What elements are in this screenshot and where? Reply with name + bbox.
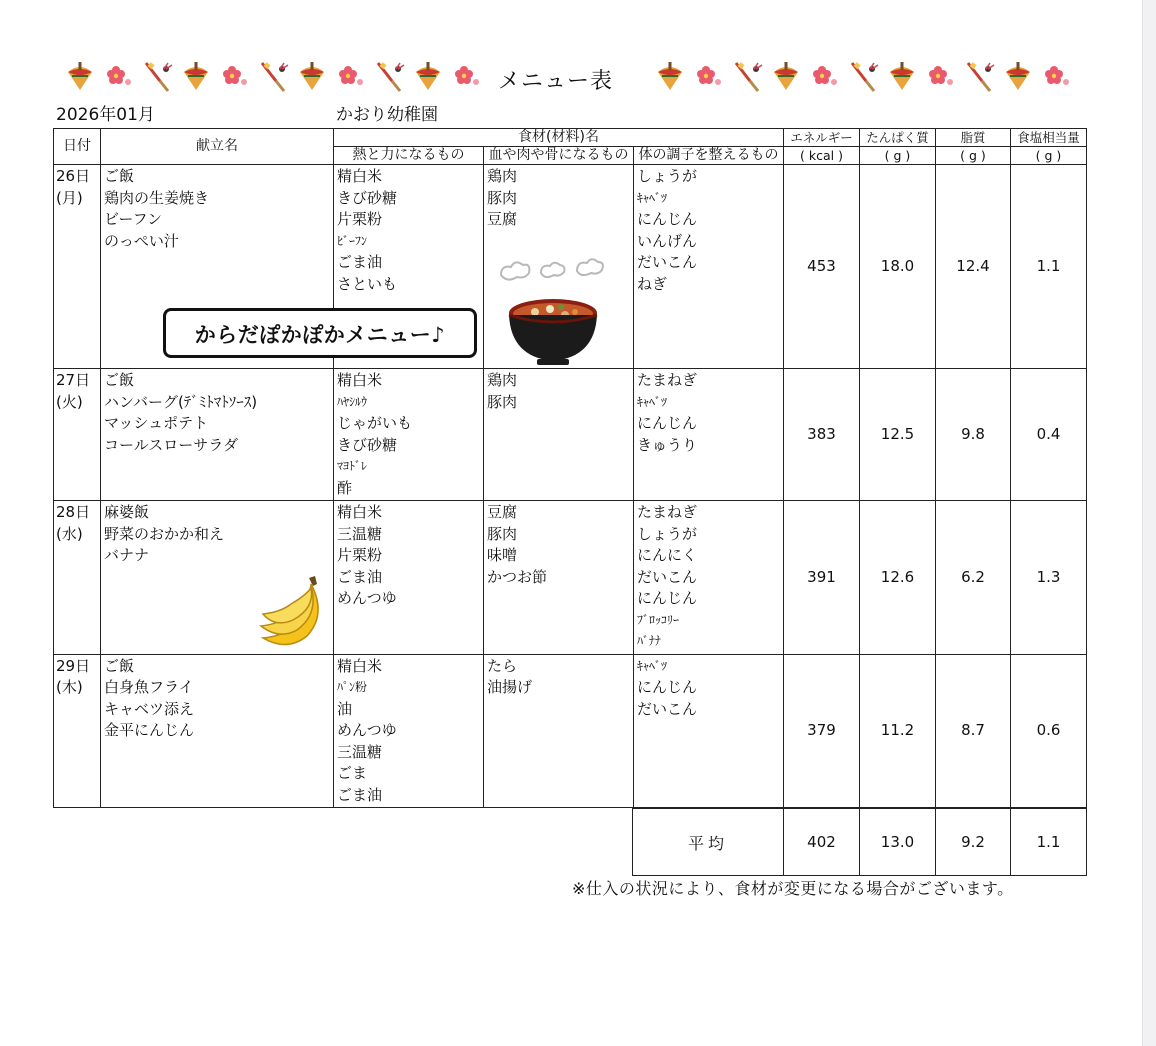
dish-list <box>101 654 334 808</box>
energy-food-list-item: 片栗粉 <box>337 210 383 228</box>
energy-food-list-item: 精白米 <box>337 167 383 185</box>
date-cell <box>54 654 101 808</box>
fat-header: 脂質 <box>936 129 1011 147</box>
weekday: (水) <box>56 524 83 543</box>
condition-food-list-item: ﾊﾞﾅﾅ <box>637 634 662 648</box>
new-year-toy-decoration-icon <box>654 58 1084 98</box>
condition-food-list <box>634 165 784 369</box>
average-protein: 13.0 <box>860 809 936 876</box>
vertical-scrollbar[interactable] <box>1142 0 1156 1046</box>
protein-value: 12.5 <box>860 369 936 501</box>
body-food-list-item: かつお節 <box>487 567 548 586</box>
page-title: メニュー表 <box>498 69 614 94</box>
salt-value: 1.3 <box>1011 501 1087 655</box>
condition-food-list <box>634 654 784 808</box>
dish-list-item: 鶏肉の生姜焼き <box>104 188 210 207</box>
body-food-list-item: 豚肉 <box>487 188 518 207</box>
condition-food-list-item: たまねぎ <box>637 371 698 389</box>
condition-food-list-item: しょうが <box>637 167 698 185</box>
condition-food-list-item: たまねぎ <box>637 503 698 521</box>
fat-value: 9.8 <box>936 369 1011 501</box>
average-table <box>632 808 1087 876</box>
date-cell <box>54 501 101 655</box>
energy-food-list-item: 精白米 <box>337 656 383 675</box>
salt-unit: ( g ) <box>1011 147 1087 165</box>
body-food-list-item: 鶏肉 <box>487 371 518 389</box>
warm-menu-callout: からだぽかぽかメニュー♪ <box>163 308 477 358</box>
energy-food-list-item: ﾏﾖﾄﾞﾚ <box>337 459 368 473</box>
condition-food-list-item: きゅうり <box>637 435 698 454</box>
condition-food-list-item: しょうが <box>637 524 698 543</box>
menu-table <box>53 128 1087 808</box>
dish-list-item: ご飯 <box>104 371 135 389</box>
day-number: 29日 <box>56 656 91 675</box>
day-number: 28日 <box>56 503 91 521</box>
banana-icon <box>257 574 329 652</box>
dish-list-item: キャベツ添え <box>104 699 195 718</box>
energy-food-list-item: じゃがいも <box>337 414 413 432</box>
salt-value: 0.6 <box>1011 654 1087 808</box>
fat-value: 6.2 <box>936 501 1011 655</box>
energy-food-list-item: ごま油 <box>337 785 383 804</box>
body-food-list-item: 豚肉 <box>487 524 518 543</box>
energy-food-list-item: 片栗粉 <box>337 546 383 564</box>
body-food-header: 血や肉や骨になるもの <box>484 147 634 165</box>
energy-value: 391 <box>784 501 860 655</box>
condition-food-list-item: にんじん <box>637 589 698 607</box>
body-food-list-item: 味噌 <box>487 546 518 564</box>
protein-value: 12.6 <box>860 501 936 655</box>
day-row <box>54 654 1087 808</box>
average-energy: 402 <box>784 809 860 876</box>
salt-value: 1.1 <box>1011 165 1087 369</box>
energy-food-list-item: 酢 <box>337 478 353 497</box>
dish-list-item: 白身魚フライ <box>104 678 194 696</box>
body-food-list-item: 豚肉 <box>487 392 518 411</box>
average-label: 平均 <box>633 809 784 876</box>
dish-list-item: 野菜のおかか和え <box>104 524 225 543</box>
condition-food-list-item: ｷｬﾍﾞﾂ <box>637 658 668 673</box>
condition-food-list-item: だいこん <box>637 567 698 586</box>
energy-food-header: 熱と力になるもの <box>334 147 484 165</box>
average-salt: 1.1 <box>1011 809 1087 876</box>
date-cell <box>54 165 101 369</box>
protein-value: 11.2 <box>860 654 936 808</box>
body-food-list-item: たら <box>487 656 518 675</box>
ingredients-header: 食材(材料)名 <box>334 129 784 147</box>
dish-list-item: バナナ <box>104 546 150 564</box>
salt-header: 食塩相当量 <box>1011 129 1087 147</box>
ingredient-change-note: ※仕入の状況により、食材が変更になる場合がございます。 <box>572 879 1014 898</box>
energy-food-list <box>334 369 484 501</box>
condition-food-list-item: にんじん <box>637 210 698 228</box>
body-food-list <box>484 369 634 501</box>
energy-header: エネルギー <box>784 129 860 147</box>
date-cell <box>54 369 101 501</box>
average-fat: 9.2 <box>936 809 1011 876</box>
header-decoration-left <box>64 56 489 100</box>
energy-food-list-item: ﾊﾟﾝ粉 <box>337 680 368 694</box>
dish-list-item: ビーフン <box>104 210 163 228</box>
energy-value: 453 <box>784 165 860 369</box>
weekday: (月) <box>56 188 83 207</box>
weekday: (木) <box>56 678 83 696</box>
energy-food-list-item: ﾋﾞｰﾌﾝ <box>337 233 368 248</box>
energy-food-list-item: めんつゆ <box>337 589 397 607</box>
dish-list-item: マッシュポテト <box>104 414 209 432</box>
body-food-list-item: 油揚げ <box>487 678 533 696</box>
energy-food-list-item: 三温糖 <box>337 742 383 761</box>
day-row <box>54 369 1087 501</box>
energy-food-list-item: 精白米 <box>337 503 383 521</box>
condition-food-list-item: ｷｬﾍﾞﾂ <box>637 190 668 205</box>
menu-month: 2026年01月 <box>56 105 155 125</box>
day-row <box>54 501 1087 655</box>
dish-list-item: ご飯 <box>104 167 135 185</box>
condition-food-list-item: ねぎ <box>637 274 668 293</box>
date-header: 日付 <box>54 129 101 165</box>
fat-unit: ( g ) <box>936 147 1011 165</box>
condition-food-list-item: にんじん <box>637 678 698 696</box>
condition-food-list <box>634 501 784 655</box>
day-number: 26日 <box>56 167 91 185</box>
energy-food-list-item: ﾊﾔｼﾙｳ <box>337 394 368 409</box>
energy-food-list-item: ごま油 <box>337 567 383 586</box>
energy-food-list-item: ごま <box>337 764 368 782</box>
energy-food-list-item: めんつゆ <box>337 721 397 739</box>
condition-food-header: 体の調子を整えるもの <box>634 147 784 165</box>
energy-food-list-item: きび砂糖 <box>337 188 398 207</box>
protein-unit: ( g ) <box>860 147 936 165</box>
energy-food-list <box>334 501 484 655</box>
salt-value: 0.4 <box>1011 369 1087 501</box>
energy-food-list <box>334 654 484 808</box>
energy-value: 383 <box>784 369 860 501</box>
dish-list <box>101 369 334 501</box>
body-food-list-item: 豆腐 <box>487 503 518 521</box>
fat-value: 8.7 <box>936 654 1011 808</box>
new-year-toy-decoration-icon <box>64 58 489 98</box>
dish-list-item: コールスローサラダ <box>104 435 239 454</box>
dish-header: 献立名 <box>101 129 334 165</box>
body-food-list-item: 豆腐 <box>487 210 518 228</box>
dish-list-item: 金平にんじん <box>104 721 195 739</box>
condition-food-list-item: ｷｬﾍﾞﾂ <box>637 394 668 409</box>
energy-food-list-item: ごま油 <box>337 253 383 271</box>
protein-value: 18.0 <box>860 165 936 369</box>
energy-food-list-item: 三温糖 <box>337 524 383 543</box>
condition-food-list-item: だいこん <box>637 699 698 718</box>
dish-list-item: ハンバーグ(ﾃﾞﾐﾄﾏﾄｿｰｽ) <box>104 392 258 411</box>
header-decoration-right <box>654 56 1084 100</box>
energy-food-list-item: 油 <box>337 699 353 718</box>
weekday: (火) <box>56 392 83 411</box>
energy-food-list-item: 精白米 <box>337 371 383 389</box>
condition-food-list-item: にんじん <box>637 414 698 432</box>
energy-value: 379 <box>784 654 860 808</box>
fat-value: 12.4 <box>936 165 1011 369</box>
miso-soup-bowl-icon <box>495 257 607 369</box>
energy-unit: ( kcal ) <box>784 147 860 165</box>
school-name: かおり幼稚園 <box>336 105 438 125</box>
condition-food-list <box>634 369 784 501</box>
dish-list-item: 麻婆飯 <box>104 503 150 521</box>
energy-food-list-item: きび砂糖 <box>337 435 398 454</box>
body-food-list-item: 鶏肉 <box>487 167 518 185</box>
condition-food-list-item: いんげん <box>637 231 698 250</box>
condition-food-list-item: にんにく <box>637 546 698 564</box>
dish-list-item: のっぺい汁 <box>104 231 179 250</box>
body-food-list <box>484 654 634 808</box>
energy-food-list-item: さといも <box>337 274 398 293</box>
day-number: 27日 <box>56 371 91 389</box>
condition-food-list-item: ﾌﾞﾛｯｺﾘｰ <box>637 612 680 627</box>
body-food-list <box>484 501 634 655</box>
dish-list-item: ご飯 <box>104 656 135 675</box>
condition-food-list-item: だいこん <box>637 253 698 271</box>
protein-header: たんぱく質 <box>860 129 936 147</box>
